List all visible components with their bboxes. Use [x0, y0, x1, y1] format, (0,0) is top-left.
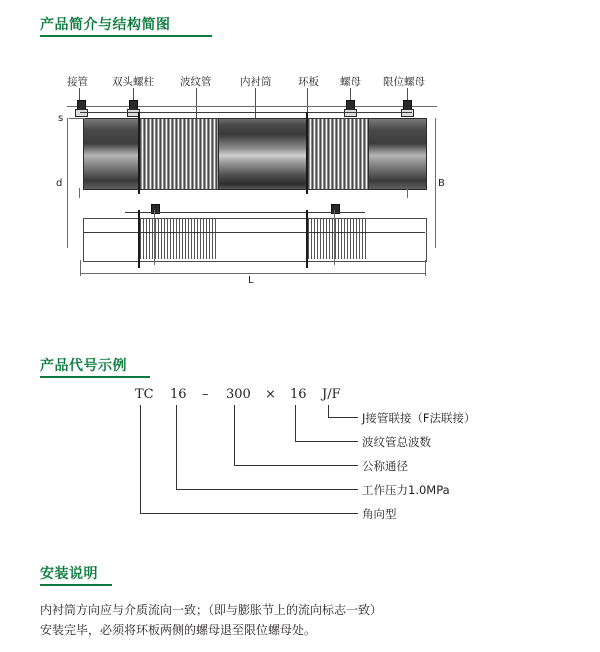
dimension-line-L	[80, 273, 425, 274]
code-token-dash: –	[202, 387, 209, 402]
lower-centerline	[83, 232, 425, 233]
callout-label-huanban: 环板	[298, 76, 319, 88]
code-desc-diameter: 公称通径	[362, 459, 408, 473]
callout-label-bowenguan: 波纹管	[180, 76, 212, 88]
callout-label-xianweiluomu: 限位螺母	[383, 76, 425, 88]
code-token-tc: TC	[135, 387, 154, 402]
code-leader-v-tc	[140, 405, 141, 513]
dimension-label-s: s	[58, 113, 64, 124]
code-leader-h-pressure	[176, 489, 358, 490]
section-heading-code: 产品代号示例	[40, 358, 127, 374]
code-leader-v-waves	[295, 405, 296, 441]
lower-stud-left	[154, 210, 155, 265]
code-leader-v-diameter	[234, 405, 235, 465]
code-desc-type: 角向型	[362, 507, 397, 521]
bolt-stub-right	[407, 188, 408, 198]
bellows-left	[138, 118, 218, 190]
install-note-line-2: 安装完毕，必须将环板两侧的螺母退至限位螺母处。	[40, 623, 317, 637]
pipe-end-right	[368, 118, 427, 190]
callout-leader-3	[196, 88, 197, 118]
section-heading-structure-underline	[40, 35, 212, 37]
lower-bellows-left	[138, 219, 218, 259]
code-desc-connection: J接管联接（F法联接）	[362, 411, 476, 425]
nut-left	[75, 109, 88, 117]
code-leader-v-pressure	[176, 405, 177, 489]
code-token-connection: J/F	[322, 387, 341, 402]
lower-ring-plate-left	[138, 210, 140, 268]
code-token-diameter: 300	[226, 387, 251, 402]
callout-label-luomu: 螺母	[340, 76, 361, 88]
section-heading-structure: 产品简介与结构简图	[40, 17, 171, 33]
lower-stud-right	[334, 210, 335, 265]
section-heading-install-underline	[40, 584, 112, 586]
dimension-line-B	[435, 118, 436, 248]
liner-center	[218, 118, 308, 190]
dimension-line-d	[67, 118, 68, 248]
code-leader-h-connection	[328, 417, 358, 418]
callout-label-neichentong: 内衬筒	[240, 76, 272, 88]
code-token-waves: 16	[290, 387, 307, 402]
tie-rod-top	[80, 112, 412, 113]
callout-label-jieguan: 接管	[67, 76, 88, 88]
pipe-end-left	[83, 118, 140, 190]
lower-bellows-right	[306, 219, 368, 259]
dimension-label-B: B	[438, 178, 445, 189]
nut-limit	[401, 109, 414, 117]
code-leader-h-diameter	[234, 465, 358, 466]
dimension-label-L: L	[248, 275, 254, 286]
structure-diagram	[55, 60, 545, 290]
code-token-pressure: 16	[170, 387, 187, 402]
lower-ring-plate-right	[306, 210, 308, 268]
lower-outline-shell	[83, 218, 427, 262]
dimension-label-d: d	[56, 178, 63, 189]
callout-label-shuangtouluozhu: 双头螺柱	[112, 76, 154, 88]
code-leader-h-type	[140, 513, 358, 514]
code-token-times: ×	[265, 387, 276, 402]
code-leader-v-connection	[328, 405, 329, 417]
code-desc-pressure: 工作压力1.0MPa	[362, 483, 450, 497]
bolt-stub-left	[79, 188, 80, 198]
product-code-diagram	[40, 375, 560, 535]
ring-plate-left	[138, 112, 140, 194]
dimension-tick-L-right	[425, 260, 426, 276]
ring-plate-right	[306, 112, 308, 194]
section-heading-install: 安装说明	[40, 566, 98, 582]
bellows-right	[306, 118, 368, 190]
install-notes	[40, 600, 560, 640]
top-extension-line	[67, 106, 437, 107]
install-note-line-1: 内衬筒方向应与介质流向一致；（即与膨胀节上的流向标志一致）	[40, 603, 383, 617]
code-leader-h-waves	[295, 441, 358, 442]
nut-right	[344, 109, 357, 117]
tie-rod-lower	[125, 212, 365, 213]
code-desc-waves: 波纹管总波数	[362, 435, 431, 449]
dimension-line-s	[69, 118, 85, 119]
